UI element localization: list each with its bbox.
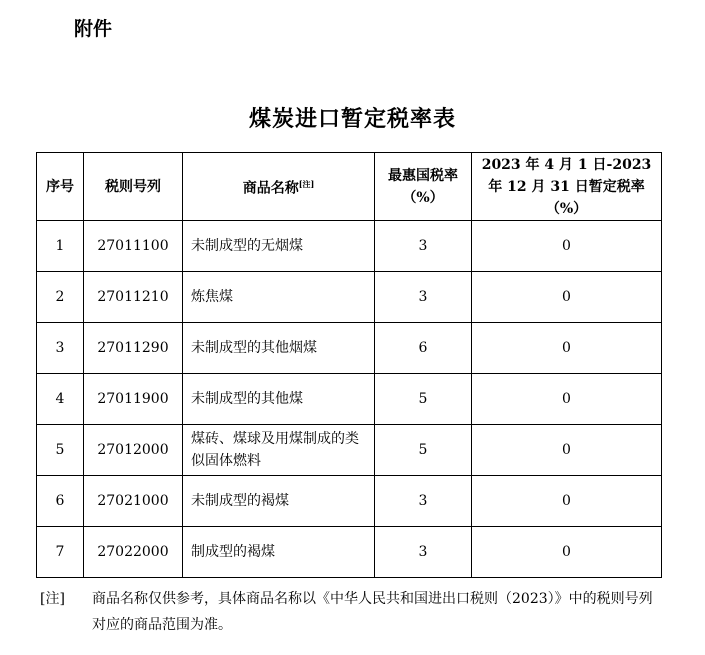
- rates-table: [36, 152, 662, 578]
- cell-code: 27012000: [84, 425, 183, 476]
- header-name-text: 商品名称: [242, 180, 299, 197]
- header-name: [183, 153, 375, 221]
- cell-name: 未制成型的无烟煤: [183, 221, 375, 272]
- cell-mfn-rate: 3: [375, 527, 472, 578]
- cell-seq: 6: [37, 476, 84, 527]
- cell-mfn-rate: 3: [375, 476, 472, 527]
- footnote-text: 商品名称仅供参考，具体商品名称以《中华人民共和国进出口税则（2023）》中的税则号列对应的商品范围为准。: [92, 591, 653, 633]
- cell-mfn-rate: 5: [375, 425, 472, 476]
- table-row: [37, 425, 662, 476]
- header-code: 税则号列: [84, 153, 183, 221]
- cell-seq: 7: [37, 527, 84, 578]
- cell-temp-rate: 0: [472, 425, 662, 476]
- table-row: [37, 476, 662, 527]
- cell-temp-rate: 0: [472, 323, 662, 374]
- cell-code: 27011900: [84, 374, 183, 425]
- cell-mfn-rate: 5: [375, 374, 472, 425]
- attachment-label: 附件: [74, 18, 113, 40]
- cell-name: 制成型的褐煤: [183, 527, 375, 578]
- cell-seq: 4: [37, 374, 84, 425]
- cell-temp-rate: 0: [472, 527, 662, 578]
- cell-name: 未制成型的褐煤: [183, 476, 375, 527]
- table-row: [37, 272, 662, 323]
- cell-seq: 3: [37, 323, 84, 374]
- table-header-row: [37, 153, 662, 221]
- cell-name: 未制成型的其他煤: [183, 374, 375, 425]
- cell-name: 煤砖、煤球及用煤制成的类似固体燃料: [183, 425, 375, 476]
- cell-mfn-rate: 3: [375, 272, 472, 323]
- cell-code: 27011290: [84, 323, 183, 374]
- cell-temp-rate: 0: [472, 221, 662, 272]
- cell-code: 27011210: [84, 272, 183, 323]
- cell-mfn-rate: 3: [375, 221, 472, 272]
- cell-seq: 5: [37, 425, 84, 476]
- cell-temp-rate: 0: [472, 374, 662, 425]
- cell-seq: 1: [37, 221, 84, 272]
- header-temp-rate: 2023 年 4 月 1 日-2023 年 12 月 31 日暂定税率（%）: [472, 153, 662, 221]
- cell-temp-rate: 0: [472, 272, 662, 323]
- cell-mfn-rate: 6: [375, 323, 472, 374]
- cell-temp-rate: 0: [472, 476, 662, 527]
- header-name-note: [注]: [298, 179, 315, 190]
- cell-code: 27011100: [84, 221, 183, 272]
- footnote-tag: [注]: [40, 591, 65, 607]
- header-seq: 序号: [37, 153, 84, 221]
- table-row: [37, 221, 662, 272]
- cell-name: 未制成型的其他烟煤: [183, 323, 375, 374]
- cell-code: 27021000: [84, 476, 183, 527]
- cell-code: 27022000: [84, 527, 183, 578]
- header-mfn-rate: 最惠国税率（%）: [375, 153, 472, 221]
- page-title: 煤炭进口暂定税率表: [248, 106, 456, 132]
- table-row: [37, 374, 662, 425]
- table-row: [37, 323, 662, 374]
- table-row: [37, 527, 662, 578]
- cell-name: 炼焦煤: [183, 272, 375, 323]
- cell-seq: 2: [37, 272, 84, 323]
